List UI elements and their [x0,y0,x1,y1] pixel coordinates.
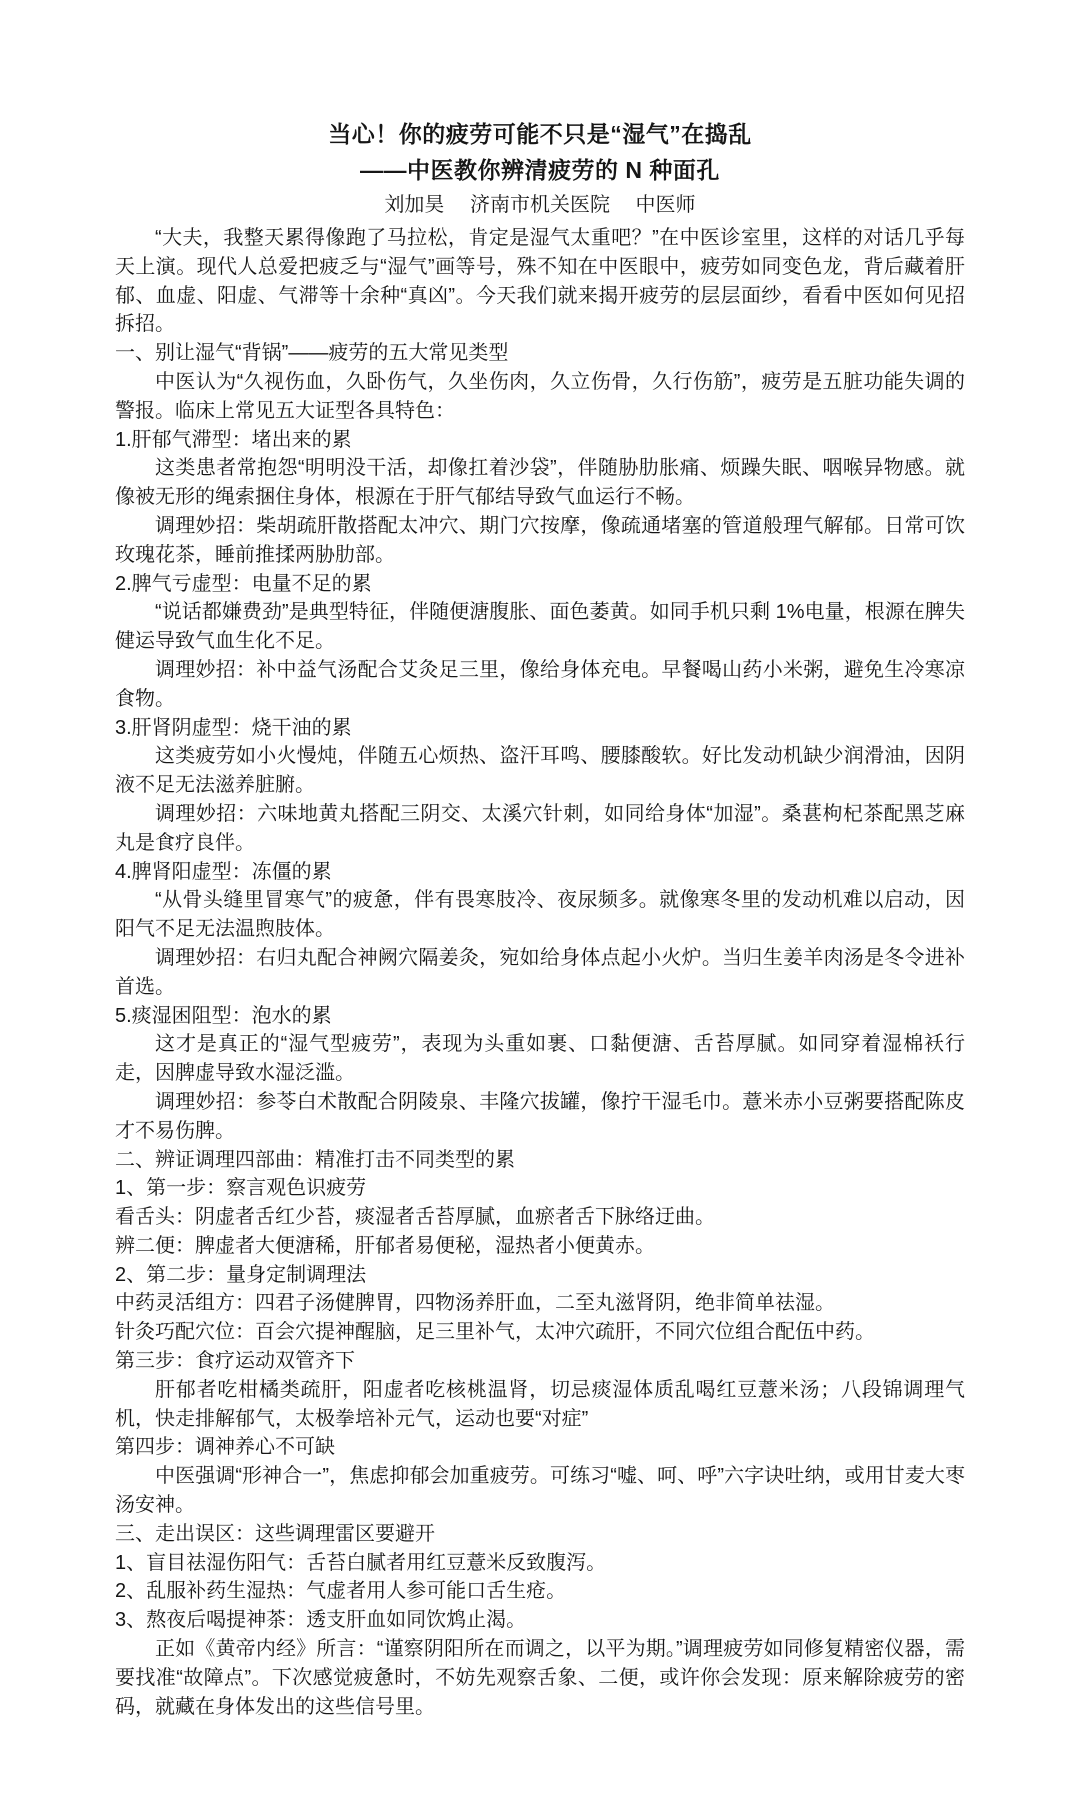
section-heading: 第四步：调神养心不可缺 [115,1436,335,1459]
section-heading: 第三步：食疗运动双管齐下 [115,1350,355,1373]
section-heading: 三、走出误区：这些调理雷区要避开 [115,1522,435,1545]
paragraph: 中医强调“形神合一”，焦虑抑郁会加重疲劳。可练习“嘘、呵、呼”六字诀吐纳，或用甘麦大枣汤安神。 [115,1465,965,1517]
paragraph: 中药灵活组方：四君子汤健脾胃，四物汤养肝血，二至丸滋肾阴，绝非简单祛湿。 [115,1292,835,1315]
section-heading: 2、第二步：量身定制调理法 [115,1263,367,1286]
paragraph: “说话都嫌费劲”是典型特征，伴随便溏腹胀、面色萎黄。如同手机只剩 1%电量，根源在脾失健运导致气血生化不足。 [115,601,965,653]
paragraph: 肝郁者吃柑橘类疏肝，阳虚者吃核桃温肾，切忌痰湿体质乱喝红豆薏米汤；八段锦调理气机，快走排解郁气，太极拳培补元气，运动也要“对症” [115,1378,965,1430]
paragraph: 正如《黄帝内经》所言：“谨察阴阳所在而调之，以平为期。”调理疲劳如同修复精密仪器，需要找准“故障点”。下次感觉疲惫时，不妨先观察舌象、二便，或许你会发现：原来解除疲劳的密码，就藏在身体发出的这些信号里。 [115,1638,965,1718]
paragraph: 调理妙招：补中益气汤配合艾灸足三里，像给身体充电。早餐喝山药小米粥，避免生冷寒凉食物。 [115,658,965,710]
doc-title-line1: 当心！你的疲劳可能不只是“湿气”在捣乱 [328,121,752,147]
paragraph: “从骨头缝里冒寒气”的疲惫，伴有畏寒肢冷、夜尿频多。就像寒冬里的发动机难以启动，因阳气不足无法温煦肢体。 [115,889,965,941]
paragraph: 针灸巧配穴位：百会穴提神醒脑，足三里补气，太冲穴疏肝，不同穴位组合配伍中药。 [115,1321,875,1344]
paragraph: 辨二便：脾虚者大便溏稀，肝郁者易便秘，湿热者小便黄赤。 [115,1234,655,1257]
doc-title-line2: ——中医教你辨清疲劳的 N 种面孔 [360,157,720,183]
doc-byline: 刘加昊 济南市机关医院 中医师 [384,194,696,216]
paragraph: 看舌头：阴虚者舌红少苔，痰湿者舌苔厚腻，血瘀者舌下脉络迂曲。 [115,1206,715,1229]
section-heading: 2.脾气亏虚型：电量不足的累 [115,572,372,595]
section-heading: 1.肝郁气滞型：堵出来的累 [115,428,352,451]
paragraph: 调理妙招：六味地黄丸搭配三阴交、太溪穴针刺，如同给身体“加湿”。桑葚枸杞茶配黑芝麻丸是食疗良伴。 [115,802,965,854]
section-heading: 5.痰湿困阻型：泡水的累 [115,1004,332,1027]
paragraph: 调理妙招：右归丸配合神阙穴隔姜灸，宛如给身体点起小火炉。当归生姜羊肉汤是冬令进补首选。 [115,946,965,998]
paragraph: 1、盲目祛湿伤阳气：舌苔白腻者用红豆薏米反致腹泻。 [115,1551,607,1574]
paragraph: 3、熬夜后喝提神茶：透支肝血如同饮鸩止渴。 [115,1609,527,1632]
section-heading: 4.脾肾阳虚型：冻僵的累 [115,860,332,883]
paragraph: 调理妙招：参苓白术散配合阴陵泉、丰隆穴拔罐，像拧干湿毛巾。薏米赤小豆粥要搭配陈皮才不易伤脾。 [115,1090,965,1142]
paragraph: “大夫，我整天累得像跑了马拉松，肯定是湿气太重吧？”在中医诊室里，这样的对话几乎每天上演。现代人总爱把疲乏与“湿气”画等号，殊不知在中医眼中，疲劳如同变色龙，背后藏着肝郁、血虚、阳虚、气滞等十余种“真凶”。今天我们就来揭开疲劳的层层面纱，看看中医如何见招拆招。 [115,227,965,336]
section-heading: 二、辨证调理四部曲：精准打击不同类型的累 [115,1148,515,1171]
paragraph: 这才是真正的“湿气型疲劳”，表现为头重如裹、口黏便溏、舌苔厚腻。如同穿着湿棉袄行走，因脾虚导致水湿泛滥。 [115,1033,965,1085]
paragraph: 这类患者常抱怨“明明没干活，却像扛着沙袋”，伴随胁肋胀痛、烦躁失眠、咽喉异物感。就像被无形的绳索捆住身体，根源在于肝气郁结导致气血运行不畅。 [115,457,965,509]
section-heading: 1、第一步：察言观色识疲劳 [115,1177,367,1200]
paragraph: 这类疲劳如小火慢炖，伴随五心烦热、盗汗耳鸣、腰膝酸软。好比发动机缺少润滑油，因阴液不足无法滋养脏腑。 [115,745,965,797]
paragraph: 2、乱服补药生湿热：气虚者用人参可能口舌生疮。 [115,1580,567,1603]
paragraph: 调理妙招：柴胡疏肝散搭配太冲穴、期门穴按摩，像疏通堵塞的管道般理气解郁。日常可饮玫瑰花茶，睡前推揉两胁肋部。 [115,514,965,566]
section-heading: 一、别让湿气“背锅”——疲劳的五大常见类型 [115,342,509,365]
doc-body [115,224,965,1721]
paragraph: 中医认为“久视伤血，久卧伤气，久坐伤肉，久立伤骨，久行伤筋”，疲劳是五脏功能失调的警报。临床上常见五大证型各具特色： [115,370,965,422]
section-heading: 3.肝肾阴虚型：烧干油的累 [115,716,352,739]
